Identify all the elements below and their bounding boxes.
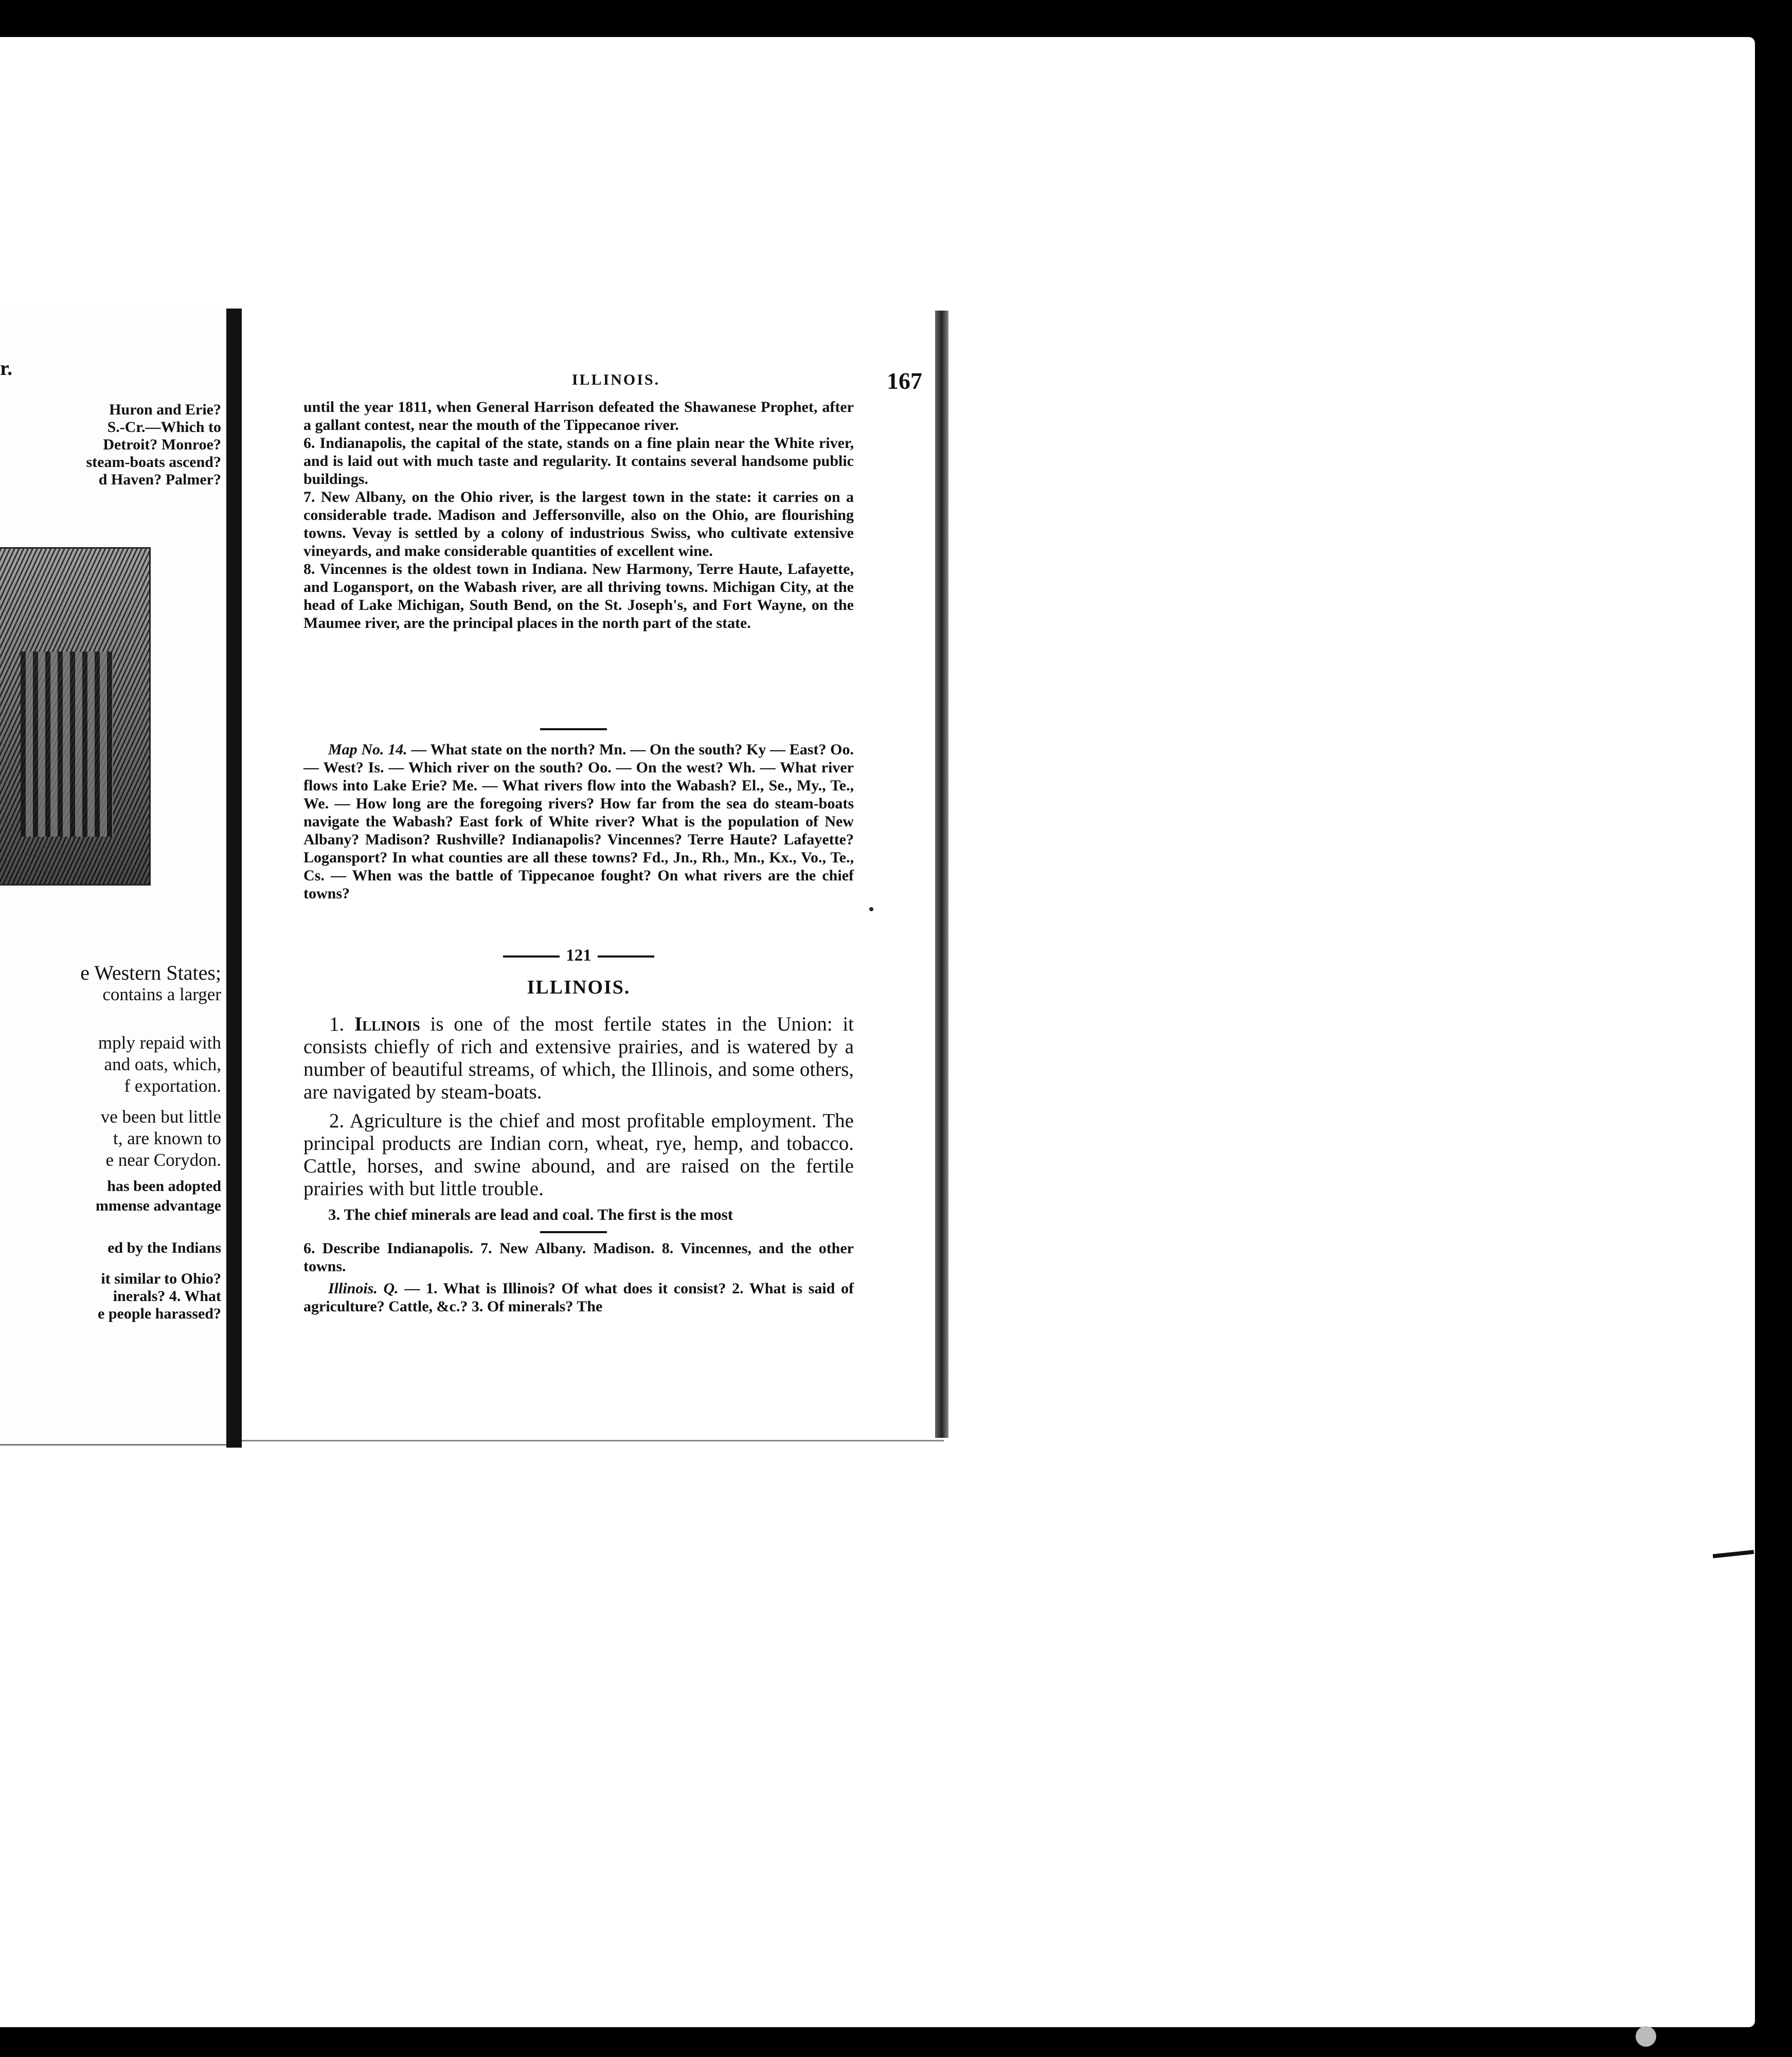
page-header xyxy=(303,367,928,393)
illinois-small-caps: Illinois xyxy=(354,1013,420,1035)
right-page xyxy=(242,311,944,1441)
left-line: Huron and Erie? xyxy=(109,401,221,418)
left-line: Detroit? Monroe? xyxy=(103,436,221,453)
page-number: 167 xyxy=(887,368,922,394)
left-line: e people harassed? xyxy=(98,1305,221,1322)
page-edge xyxy=(935,311,948,1438)
map-questions xyxy=(303,741,854,903)
left-title-fragment: r. xyxy=(0,356,13,380)
left-line: t, are known to xyxy=(113,1128,221,1148)
indiana-paragraph: 6. Indianapolis, the capital of the state, stands on a fine plain near the White river, and is laid out with much taste and regularity. It contains several handsome public buildings. xyxy=(303,435,854,488)
left-line: mmense advantage xyxy=(95,1197,221,1214)
left-line: e Western States; xyxy=(80,961,221,984)
map-questions-lead: Map No. 14. xyxy=(328,741,407,758)
map-questions-text: — What state on the north? Mn. — On the south? Ky — East? Oo. — West? Is. — Which river on the south? Oo. — On the west? Wh. — What river flows into Lake Erie? Me. — What rivers flow into the Wabash? El., Se., My., Te., We. — How long are the foregoing rivers? How far from the sea do steam-boats navigate the Wabash? East fork of White river? What is the population of New Albany? Madison? Rushville? Indianapolis? Vincennes? Terre Haute? Lafayette? Logansport? In what counties are all these towns? Fd., Jn., Rh., Mn., Kx., Vo., Te., Cs. — When was the battle of Tippecanoe fought? On what rivers are the chief towns? xyxy=(303,741,854,902)
ink-speck xyxy=(869,907,873,911)
illinois-paragraph: 1. Illinois is one of the most fertile states in the Union: it consists chiefly of rich and extensive prairies, and is watered by a number of beautiful streams, of which, the Illinois, and some others, are navigated by steam-boats. xyxy=(303,1013,854,1103)
left-line: and oats, which, xyxy=(104,1054,221,1074)
scan-corner-mark xyxy=(1636,2026,1656,2047)
section-title: ILLINOIS. xyxy=(527,977,631,998)
indiana-paragraph: 8. Vincennes is the oldest town in Indiana. New Harmony, Terre Haute, Lafayette, and Logansport, on the Wabash river, are all thriving towns. Michigan City, at the head of Lake Michigan, South Bend, on the St. Joseph's, and Fort Wayne, on the Maumee river, are the principal places in the north part of the state. xyxy=(303,561,854,631)
indiana-text xyxy=(303,398,854,632)
left-line: S.-Cr.—Which to xyxy=(107,419,221,436)
left-line: ed by the Indians xyxy=(107,1239,221,1256)
left-line: d Haven? Palmer? xyxy=(98,471,221,488)
indiana-review: 6. Describe Indianapolis. 7. New Albany. Madison. 8. Vincennes, and the other towns. xyxy=(303,1240,854,1275)
footnote-rule xyxy=(540,1231,607,1233)
left-line: steam-boats ascend? xyxy=(86,454,221,471)
left-line: contains a larger xyxy=(102,984,221,1004)
left-line: inerals? 4. What xyxy=(113,1288,221,1305)
illinois-text xyxy=(303,1013,854,1200)
left-line: has been adopted xyxy=(107,1178,221,1195)
lesson-number: 121 xyxy=(566,946,592,965)
review-questions xyxy=(303,1239,854,1315)
section-rule xyxy=(540,728,607,730)
left-line: ve been but little xyxy=(100,1107,221,1127)
book-gutter xyxy=(226,309,242,1448)
running-head: ILLINOIS. xyxy=(571,371,660,388)
continuation-line: 3. The chief minerals are lead and coal. The first is the most xyxy=(328,1205,733,1223)
left-line: mply repaid with xyxy=(98,1033,221,1053)
lesson-marker xyxy=(303,946,854,965)
left-line: e near Corydon. xyxy=(105,1150,221,1170)
indiana-paragraph: until the year 1811, when General Harrison defeated the Shawanese Prophet, after a gallant contest, near the mouth of the Tippecanoe river. xyxy=(303,399,854,434)
illinois-questions: Illinois. Q. — 1. What is Illinois? Of what does it consist? 2. What is said of agriculture? Cattle, &c.? 3. Of minerals? The xyxy=(303,1280,854,1315)
indiana-paragraph: 7. New Albany, on the Ohio river, is the largest town in the state: it carries on a considerable trade. Madison and Jeffersonville, also on the Ohio, are flourishing towns. Vevay is settled by a colony of industrious Swiss, who cultivate extensive vineyards, and make considerable quantities of excellent wine. xyxy=(303,489,854,560)
woodcut-illustration xyxy=(0,547,151,886)
illinois-paragraph: 2. Agriculture is the chief and most profitable employment. The principal products are Indian corn, wheat, rye, hemp, and tobacco. Cattle, horses, and swine abound, and are raised on the fertile prairies with but little trouble. xyxy=(303,1110,854,1200)
left-page-fragment xyxy=(0,311,226,1446)
left-line: f exportation. xyxy=(124,1076,221,1096)
left-line: it similar to Ohio? xyxy=(101,1270,221,1287)
